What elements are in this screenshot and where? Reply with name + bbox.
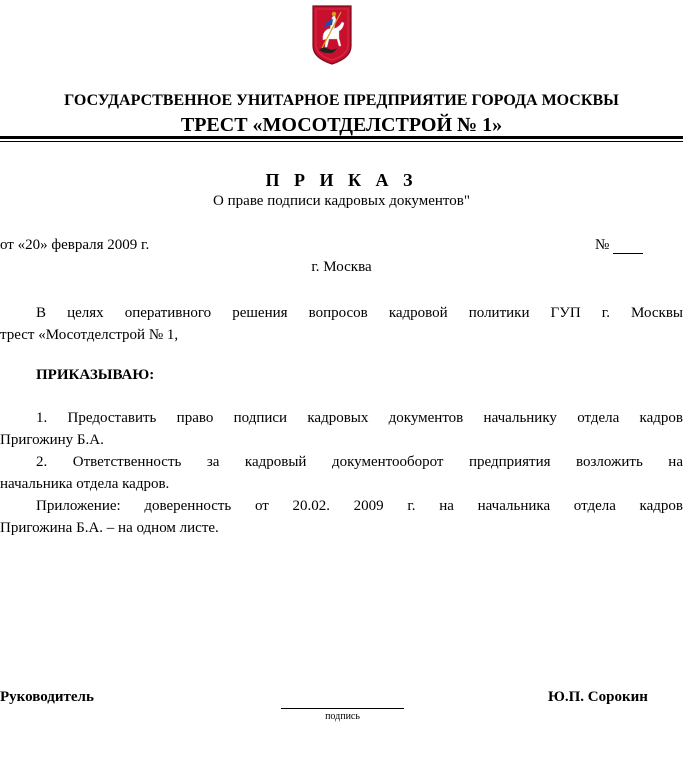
header-divider-thin <box>0 141 683 142</box>
intro-paragraph <box>0 302 683 346</box>
decree-heading: ПРИКАЗЫВАЮ: <box>36 367 155 383</box>
item-line: Пригожину Б.А. <box>0 432 104 448</box>
signatory-role: Руководитель <box>0 689 94 705</box>
moscow-coat-of-arms-icon <box>311 2 353 66</box>
item-line: начальника отдела кадров. <box>0 476 170 492</box>
signatory-name: Ю.П. Сорокин <box>548 689 648 705</box>
order-number <box>595 237 643 254</box>
item-line: 1. Предоставить право подписи кадровых документов начальнику отдела кадров <box>36 410 683 426</box>
document-title: П Р И К А З <box>265 170 418 190</box>
intro-line: трест «Мосотделстрой № 1, <box>0 327 179 343</box>
order-item-1 <box>0 407 683 451</box>
signature-line <box>281 708 404 709</box>
trust-name: ТРЕСТ «МОСОТДЕЛСТРОЙ № 1» <box>180 114 503 136</box>
signature-caption: подпись <box>325 711 360 722</box>
order-item-2 <box>0 451 683 495</box>
attachment-line: Пригожина Б.А. – на одном листе. <box>0 520 219 536</box>
order-number-label: № <box>595 237 610 253</box>
attachment-line: Приложение: доверенность от 20.02. 2009 г. на начальника отдела кадров <box>36 498 683 514</box>
intro-line: В целях оперативного решения вопросов кадровой политики ГУП г. Москвы <box>36 305 683 321</box>
header-divider-thick <box>0 136 683 139</box>
item-line: 2. Ответственность за кадровый документооборот предприятия возложить на <box>36 454 683 470</box>
document-subject: О праве подписи кадровых документов" <box>213 193 470 209</box>
order-city: г. Москва <box>311 259 372 275</box>
organization-name: ГОСУДАРСТВЕННОЕ УНИТАРНОЕ ПРЕДПРИЯТИЕ ГОРОДА МОСКВЫ <box>64 92 619 109</box>
order-date: от «20» февраля 2009 г. <box>0 237 150 253</box>
attachment-note <box>0 495 683 539</box>
order-number-blank <box>613 239 643 254</box>
